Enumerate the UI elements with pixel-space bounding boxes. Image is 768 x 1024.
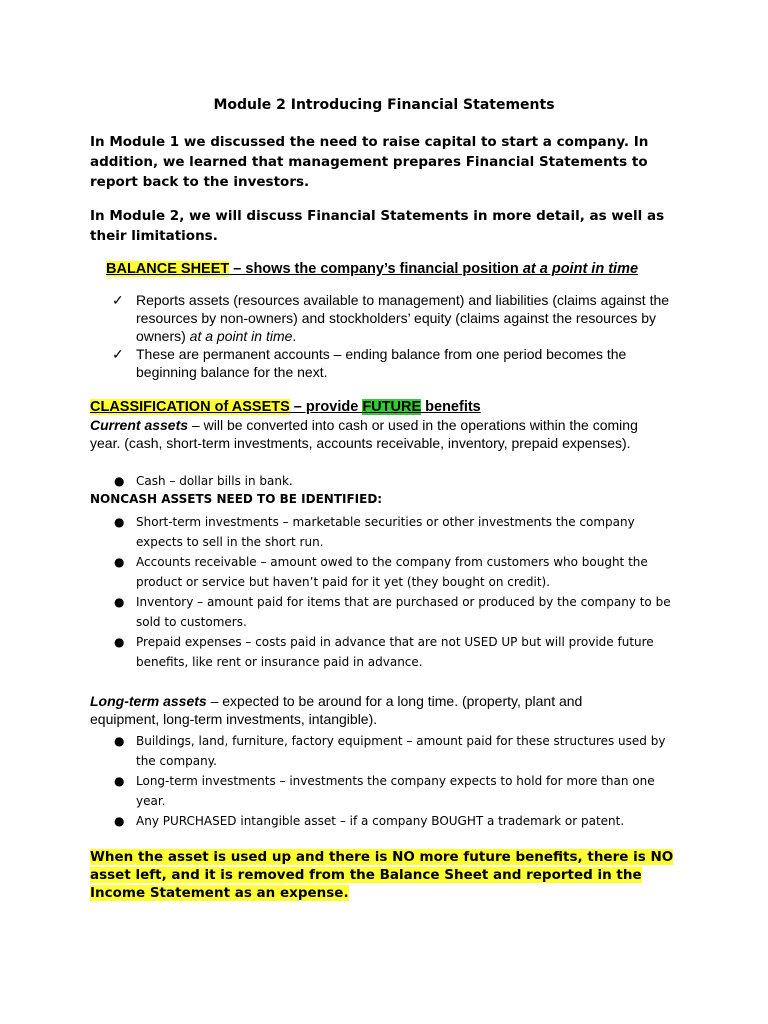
list-item-text: Buildings, land, furniture, factory equipment – amount paid for these structures used by the company. (136, 734, 666, 768)
balance-sheet-emph: at a point in time (522, 261, 639, 277)
balance-sheet-checklist (112, 291, 672, 381)
list-item-text: Inventory – amount paid for items that are purchased or produced by the company to be sold to customers. (136, 595, 671, 629)
list-item (112, 592, 672, 632)
check-item (112, 291, 672, 345)
long-term-assets-text: – expected to be around for a long time. (property, plant and equipment, long-term investments, intangible). (90, 693, 583, 727)
bullet-icon: ● (114, 734, 125, 748)
list-item (112, 632, 672, 672)
classification-tail: benefits (421, 399, 481, 415)
current-assets-desc (90, 416, 650, 452)
list-item-text: Cash – dollar bills in bank. (136, 474, 293, 488)
cash-list (112, 471, 672, 491)
check-item-text: These are permanent accounts – ending balance from one period becomes the beginning balance for the next. (136, 346, 627, 380)
list-item (112, 771, 672, 811)
classification-heading (90, 398, 481, 416)
classification-label: CLASSIFICATION of ASSETS (90, 399, 290, 415)
check-item-text: Reports assets (resources available to management) and liabilities (claims against the resources by non-owners) and stockholders’ equity (claims against the resources by owners) (136, 292, 670, 344)
balance-sheet-desc: – shows the company’s financial position (229, 261, 523, 277)
list-item-text: Prepaid expenses – costs paid in advance that are not USED UP but will provide future benefits, like rent or insurance paid in advance. (136, 635, 654, 669)
current-assets-term: Current assets (90, 417, 189, 433)
list-item-text: Short-term investments – marketable securities or other investments the company expects to sell in the short run. (136, 515, 635, 549)
bullet-icon: ● (114, 474, 125, 488)
list-item (112, 512, 672, 552)
classification-mid: – provide (289, 399, 363, 415)
closing-note (90, 848, 690, 902)
future-label: FUTURE (362, 399, 422, 415)
list-item (112, 552, 672, 592)
page-title: Module 2 Introducing Financial Statements (213, 97, 555, 113)
bullet-icon: ● (114, 814, 125, 828)
list-item (112, 731, 672, 771)
current-assets-text: – will be converted into cash or used in the operations within the coming year. (cash, short-term investments, accounts receivable, inventory, prepaid expenses). (90, 417, 638, 451)
list-item-text: Accounts receivable – amount owed to the company from customers who bought the product or service but haven’t paid for it yet (they bought on credit). (136, 555, 648, 589)
intro-paragraph-2: In Module 2, we will discuss Financial Statements in more detail, as well as their limitations. (90, 208, 665, 244)
balance-sheet-heading (106, 260, 638, 278)
bullet-icon: ● (114, 515, 125, 529)
list-item (112, 811, 672, 831)
bullet-icon: ● (114, 555, 125, 569)
long-term-assets-desc (90, 692, 650, 728)
noncash-list (112, 512, 672, 672)
checkmark-icon: ✓ (112, 292, 124, 308)
check-item (112, 345, 672, 381)
bullet-icon: ● (114, 635, 125, 649)
bullet-icon: ● (114, 774, 125, 788)
check-item-tail: . (292, 328, 297, 344)
noncash-heading: NONCASH ASSETS NEED TO BE IDENTIFIED: (90, 492, 383, 506)
long-term-assets-term: Long-term assets (90, 693, 207, 709)
balance-sheet-label: BALANCE SHEET (106, 261, 230, 277)
intro-paragraph-1: In Module 1 we discussed the need to raise capital to start a company. In addition, we learned that management prepares Financial Statements to report back to the investors. (90, 134, 649, 190)
long-term-list (112, 731, 672, 831)
bullet-icon: ● (114, 595, 125, 609)
list-item-text: Long-term investments – investments the company expects to hold for more than one year. (136, 774, 655, 808)
list-item (112, 471, 672, 491)
check-item-italic: at a point in time (185, 328, 293, 344)
closing-note-text: When the asset is used up and there is NO more future benefits, there is NO asset left, and it is removed from the Balance Sheet and reported in the Income Statement as an expense. (90, 849, 674, 901)
checkmark-icon: ✓ (112, 346, 124, 362)
list-item-text: Any PURCHASED intangible asset – if a company BOUGHT a trademark or patent. (136, 814, 625, 828)
